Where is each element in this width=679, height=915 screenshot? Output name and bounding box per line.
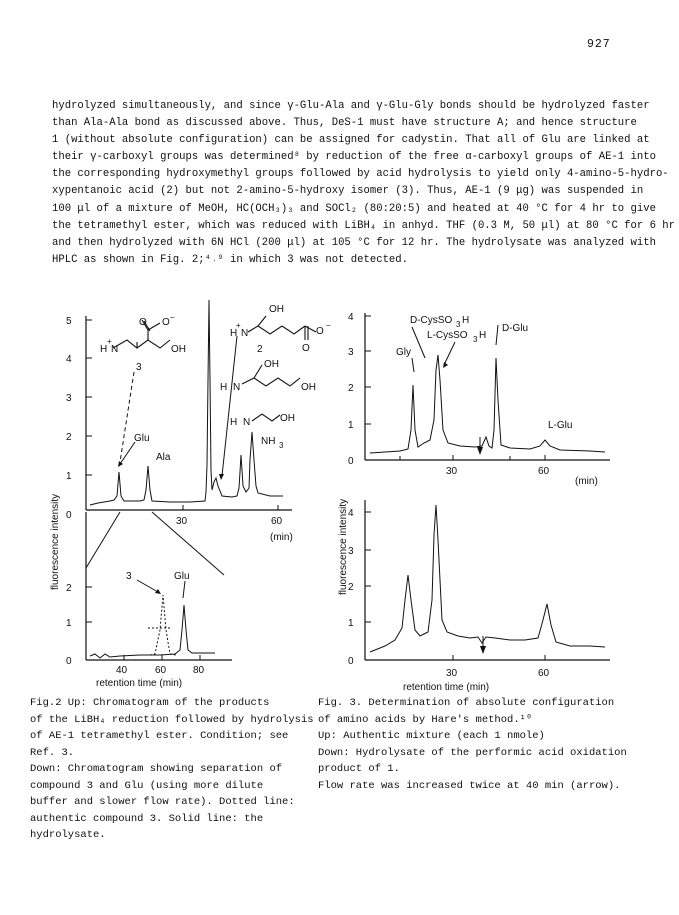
- fig3-caption: [318, 695, 627, 794]
- fig3-lower-ytick: 1: [348, 618, 354, 629]
- fig3-ytick: 0: [348, 456, 354, 467]
- body-line: 1 (without absolute configuration) can be assigned for cadystin. That all of Glu are linked at: [52, 134, 650, 147]
- fig2-chem-o: O: [316, 326, 324, 337]
- fig3-ytick: 2: [348, 383, 354, 394]
- fig2-num3: 3: [136, 362, 142, 373]
- fig2-chem-oh: OH: [301, 382, 316, 393]
- fig2-chem-h: H: [230, 417, 238, 428]
- caption-line: Up: Authentic mixture (each 1 nmole): [318, 730, 545, 742]
- fig2-lower-3: 3: [126, 571, 132, 582]
- fig3-dcys-label: D-CysSO: [410, 315, 453, 326]
- fig2-lower-glu: Glu: [174, 571, 190, 582]
- fig3-lglu-label: L-Glu: [548, 420, 573, 431]
- fig3-lower-ytick: 4: [348, 508, 354, 519]
- fig2-chem-h: H: [230, 328, 238, 339]
- fig2-ala-label: Ala: [156, 452, 171, 463]
- body-line: the corresponding hydroxymethyl groups followed by acid hydrolysis to yield only 4-amino-5-hydro-: [52, 168, 669, 181]
- fig2-lower-dotted: [150, 595, 176, 655]
- fig2-chem-plus: +: [236, 321, 241, 330]
- fig2-chem-minus: −: [326, 321, 331, 330]
- fig3-lcys-label: L-CysSO: [427, 330, 468, 341]
- fig3-lower-xtick: 60: [538, 668, 550, 679]
- fig2-chem-oh: OH: [269, 304, 284, 315]
- fig2-nh3: NH: [261, 436, 276, 447]
- body-line: 100 μl of a mixture of MeOH, HC(OCH₃)₃ and SOCl₂ (80:20:5) and heated at 40 °C for 4 hr to give: [52, 202, 656, 215]
- fig3-ytick: 1: [348, 420, 354, 431]
- fig2-lower-xtick: 40: [116, 665, 128, 676]
- fig2-ytick: 3: [66, 393, 72, 404]
- fig3-xtick: 60: [538, 466, 550, 477]
- caption-line: of AE-1 tetramethyl ester. Condition; see: [30, 730, 289, 742]
- fig3-lower-ytick: 0: [348, 656, 354, 667]
- fig2-xtick: 60: [271, 516, 283, 527]
- fig3-gly-label: Gly: [396, 347, 411, 358]
- caption-line: product of 1.: [318, 763, 400, 775]
- fig2-chem-o: O: [162, 317, 170, 328]
- fig2-num2: 2: [257, 344, 263, 355]
- fig2-nh3-sub: 3: [279, 441, 284, 450]
- fig2-ytick: 2: [66, 432, 72, 443]
- fig2-structure-2: [248, 316, 316, 340]
- body-line: than Ala-Ala bond as discussed above. Thus, DeS-1 must have structure A; and hence structure: [52, 117, 637, 130]
- body-line: the tetramethyl ester, which was reduced with LiBH₄ in anhyd. THF (0.3 M, 50 μl) at 80 °C for 6 hr: [52, 219, 676, 232]
- caption-line: compound 3 and Glu (using more dilute: [30, 779, 264, 792]
- fig2-lower-xtick: 60: [155, 665, 167, 676]
- fig2-caption: [30, 695, 314, 844]
- fig2-chem-oh: OH: [264, 359, 279, 370]
- fig2-chem-o: O: [139, 317, 147, 328]
- fig2-chem-minus: −: [170, 313, 175, 322]
- caption-line: Down: Chromatogram showing separation of: [30, 763, 283, 775]
- fig2-chem-h: H: [220, 382, 228, 393]
- body-line: HPLC as shown in Fig. 2;⁴˒⁹ in which 3 was not detected.: [52, 253, 409, 266]
- fig2-ytick: 4: [66, 354, 72, 365]
- fig3-unit: (min): [575, 476, 598, 487]
- fig2-xlabel: retention time (min): [96, 678, 183, 689]
- body-line: xypentanoic acid (2) but not 2-amino-5-hydroxy isomer (3). Thus, AE-1 (9 μg) was suspended in: [52, 185, 644, 198]
- fig2-chem-h: H: [100, 344, 108, 355]
- fig2-unit: (min): [270, 532, 293, 543]
- fig2-ytick: 0: [66, 510, 72, 521]
- fig2-lower-ytick: 2: [66, 583, 72, 594]
- fig2-chem-oh: OH: [280, 413, 295, 424]
- fig3-dcys-h: H: [462, 315, 470, 326]
- page-number: 927: [587, 38, 611, 51]
- caption-line: Fig. 3. Determination of absolute configuration: [318, 697, 615, 709]
- fig2-chem-n: N: [243, 417, 251, 428]
- fig3-ytick: 4: [348, 312, 354, 323]
- fig2-chem-n: N: [241, 328, 249, 339]
- fig3-dcys-sub: 3: [456, 320, 461, 329]
- fig3: [338, 312, 610, 693]
- caption-line: Fig.2 Up: Chromatogram of the products: [30, 697, 270, 709]
- fig3-upper-trace: [370, 355, 605, 453]
- fig2-lower-trace: [90, 605, 215, 658]
- body-line: hydrolyzed simultaneously, and since γ-Glu-Ala and γ-Glu-Gly bonds should be hydrolyzed faster: [52, 100, 650, 112]
- fig3-lower-ytick: 3: [348, 546, 354, 557]
- fig2-chem-o: O: [302, 343, 310, 354]
- fig2-lower-ytick: 0: [66, 656, 72, 667]
- fig3-lower-trace: [370, 505, 605, 652]
- caption-line: Ref. 3.: [30, 746, 75, 759]
- fig2-ytick: 1: [66, 471, 72, 482]
- fig2-chem-oh: OH: [171, 344, 186, 355]
- fig2-ytick: 5: [66, 316, 72, 327]
- fig3-lower-ytick: 2: [348, 582, 354, 593]
- fig3-dglu-label: D-Glu: [502, 323, 529, 334]
- fig2-xtick: 30: [176, 516, 188, 527]
- caption-line: Flow rate was increased twice at 40 min (arrow).: [318, 779, 621, 792]
- fig3-ylabel: fluorescence intensity: [338, 498, 349, 595]
- body-line: and then hydrolyzed with 6N HCl (200 μl) at 105 °C for 12 hr. The hydrolysate was analyzed with: [52, 236, 656, 249]
- body-line: their γ-carboxyl groups was determined⁸ by reduction of the free α-carboxyl groups of AE-1 into: [52, 151, 656, 164]
- caption-line: of amino acids by Hare's method.¹⁰: [318, 713, 533, 726]
- fig2: [50, 300, 331, 689]
- fig2-lower-xtick: 80: [193, 665, 205, 676]
- fig3-lcys-sub: 3: [473, 335, 478, 344]
- fig3-lower-xtick: 30: [446, 668, 458, 679]
- caption-line: of the LiBH₄ reduction followed by hydrolysis: [30, 713, 314, 726]
- fig3-xlabel: retention time (min): [403, 682, 490, 693]
- fig2-chem-n: N: [111, 344, 119, 355]
- fig2-chem-plus: +: [107, 337, 112, 346]
- caption-line: authentic compound 3. Solid line: the: [30, 812, 264, 825]
- caption-line: buffer and slower flow rate). Dotted line:: [30, 796, 295, 808]
- fig3-xtick: 30: [446, 466, 458, 477]
- fig2-lower-ytick: 1: [66, 618, 72, 629]
- caption-line: hydrolysate.: [30, 829, 106, 841]
- caption-line: Down: Hydrolysate of the performic acid oxidation: [318, 746, 627, 759]
- fig2-upper-trace: [90, 300, 283, 505]
- fig2-chem-n: N: [233, 382, 241, 393]
- fig2-glu-label: Glu: [134, 433, 150, 444]
- fig3-lcys-h: H: [479, 330, 487, 341]
- fig3-ytick: 3: [348, 347, 354, 358]
- fig2-ylabel: fluorescence intensity: [50, 493, 61, 590]
